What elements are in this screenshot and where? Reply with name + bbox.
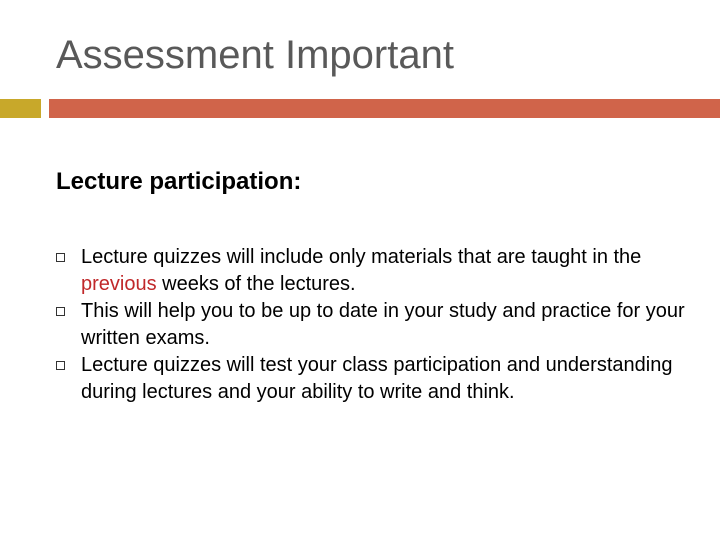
bullet-item — [56, 352, 696, 406]
bullet-text: Lecture quizzes will test your class participation and understanding during lectures and your ability to write and think. — [81, 354, 673, 403]
bullet-item — [56, 244, 696, 298]
square-bullet-icon — [56, 307, 65, 316]
section-heading: Lecture participation: — [56, 168, 302, 195]
square-bullet-icon — [56, 253, 65, 262]
bullet-text-before: Lecture quizzes will include only materials that are taught in the — [81, 246, 642, 268]
square-bullet-icon — [56, 361, 65, 370]
bullet-text-after: weeks of the lectures. — [156, 273, 356, 295]
bullet-text: This will help you to be up to date in your study and practice for your written exams. — [81, 300, 685, 349]
bullet-text-highlight: previous — [81, 273, 157, 295]
title-accent-square — [0, 99, 41, 118]
bullet-item — [56, 298, 696, 352]
title-accent-bar — [49, 99, 720, 118]
bullet-list — [56, 244, 696, 406]
slide-title: Assessment Important — [56, 33, 454, 77]
bullet-text — [81, 246, 641, 295]
